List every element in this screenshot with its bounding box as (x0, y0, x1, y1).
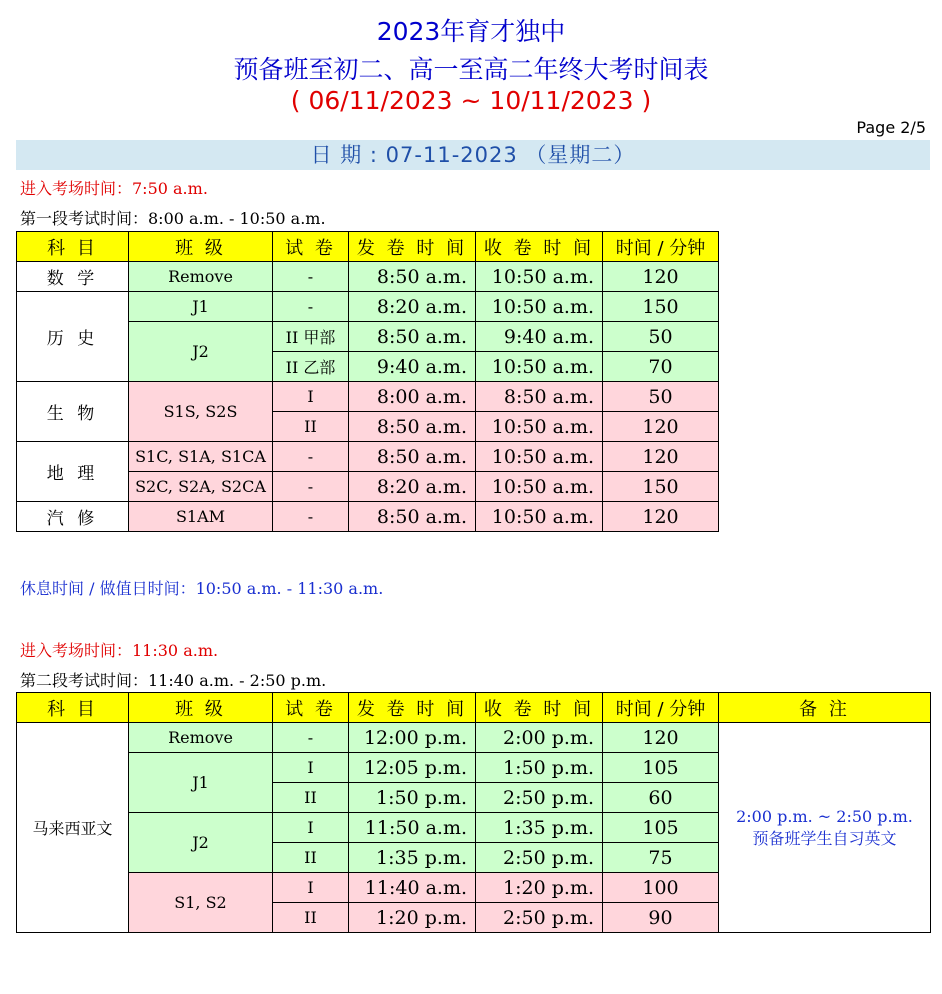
subject-cell: 数 学 (17, 262, 129, 292)
header-start: 发 卷 时 间 (349, 693, 476, 723)
end-cell: 10:50 a.m. (476, 442, 603, 472)
break-time: 休息时间 / 做值日时间：10:50 a.m. - 11:30 a.m. (20, 579, 384, 598)
minutes-cell: 120 (603, 262, 719, 292)
session1-entry: 进入考场时间：7:50 a.m. (20, 179, 208, 198)
class-cell: J2 (129, 813, 273, 873)
schedule-title: 预备班至初二、高一至高二年终大考时间表 (233, 55, 709, 84)
minutes-cell: 120 (603, 723, 719, 753)
end-cell: 10:50 a.m. (476, 472, 603, 502)
paper-cell: II 乙部 (273, 352, 349, 382)
minutes-cell: 75 (603, 843, 719, 873)
class-cell: Remove (129, 262, 273, 292)
session2-entry: 进入考场时间：11:30 a.m. (20, 641, 219, 660)
end-cell: 10:50 a.m. (476, 292, 603, 322)
header-remarks: 备 注 (719, 693, 931, 723)
remarks-cell (719, 723, 931, 933)
minutes-cell: 60 (603, 783, 719, 813)
paper-cell: - (273, 292, 349, 322)
minutes-cell: 120 (603, 442, 719, 472)
start-cell: 1:35 p.m. (349, 843, 476, 873)
table-row (17, 442, 719, 472)
subject-cell: 汽 修 (17, 502, 129, 532)
paper-cell: I (273, 753, 349, 783)
date-bar: 日 期 : 07-11-2023 （星期二） (16, 140, 930, 170)
start-cell: 8:50 a.m. (349, 322, 476, 352)
header-class: 班 级 (129, 232, 273, 262)
header-minutes: 时间 / 分钟 (603, 693, 719, 723)
paper-cell: II (273, 783, 349, 813)
minutes-cell: 50 (603, 382, 719, 412)
class-cell: J2 (129, 322, 273, 382)
minutes-cell: 150 (603, 472, 719, 502)
paper-cell: II (273, 412, 349, 442)
header-start: 发 卷 时 间 (349, 232, 476, 262)
session1-exam-time: 第一段考试时间：8:00 a.m. - 10:50 a.m. (20, 209, 326, 228)
paper-cell: - (273, 442, 349, 472)
minutes-cell: 105 (603, 753, 719, 783)
class-cell: S1AM (129, 502, 273, 532)
end-cell: 8:50 a.m. (476, 382, 603, 412)
start-cell: 11:50 a.m. (349, 813, 476, 843)
end-cell: 10:50 a.m. (476, 502, 603, 532)
class-cell: S1S, S2S (129, 382, 273, 442)
table-row (17, 292, 719, 322)
minutes-cell: 120 (603, 412, 719, 442)
end-cell: 2:50 p.m. (476, 903, 603, 933)
header-end: 收 卷 时 间 (476, 693, 603, 723)
page-number: Page 2/5 (856, 118, 926, 137)
table-header-row (17, 693, 931, 723)
end-cell: 2:00 p.m. (476, 723, 603, 753)
paper-cell: I (273, 873, 349, 903)
start-cell: 1:20 p.m. (349, 903, 476, 933)
start-cell: 9:40 a.m. (349, 352, 476, 382)
end-cell: 10:50 a.m. (476, 412, 603, 442)
table-row (17, 262, 719, 292)
minutes-cell: 105 (603, 813, 719, 843)
class-cell: Remove (129, 723, 273, 753)
class-cell: S1C, S1A, S1CA (129, 442, 273, 472)
header-subject: 科 目 (17, 693, 129, 723)
table-row (17, 723, 931, 753)
class-cell: S2C, S2A, S2CA (129, 472, 273, 502)
end-cell: 2:50 p.m. (476, 783, 603, 813)
minutes-cell: 90 (603, 903, 719, 933)
start-cell: 8:50 a.m. (349, 442, 476, 472)
header-paper: 试 卷 (273, 232, 349, 262)
start-cell: 8:00 a.m. (349, 382, 476, 412)
end-cell: 2:50 p.m. (476, 843, 603, 873)
subject-cell: 地 理 (17, 442, 129, 502)
start-cell: 8:20 a.m. (349, 292, 476, 322)
session1-table (16, 231, 719, 532)
subject-cell: 历 史 (17, 292, 129, 382)
start-cell: 12:05 p.m. (349, 753, 476, 783)
minutes-cell: 70 (603, 352, 719, 382)
remarks-time: 2:00 p.m. ~ 2:50 p.m. (736, 806, 913, 826)
end-cell: 10:50 a.m. (476, 352, 603, 382)
header-minutes: 时间 / 分钟 (603, 232, 719, 262)
start-cell: 1:50 p.m. (349, 783, 476, 813)
class-cell: J1 (129, 292, 273, 322)
table-row (17, 502, 719, 532)
header-end: 收 卷 时 间 (476, 232, 603, 262)
end-cell: 1:35 p.m. (476, 813, 603, 843)
paper-cell: II 甲部 (273, 322, 349, 352)
paper-cell: - (273, 502, 349, 532)
start-cell: 12:00 p.m. (349, 723, 476, 753)
table-row (17, 382, 719, 412)
header-subject: 科 目 (17, 232, 129, 262)
end-cell: 9:40 a.m. (476, 322, 603, 352)
end-cell: 1:20 p.m. (476, 873, 603, 903)
paper-cell: I (273, 382, 349, 412)
end-cell: 10:50 a.m. (476, 262, 603, 292)
subject-cell: 马来西亚文 (17, 723, 129, 933)
start-cell: 8:50 a.m. (349, 412, 476, 442)
minutes-cell: 100 (603, 873, 719, 903)
start-cell: 8:50 a.m. (349, 262, 476, 292)
session2-exam-time: 第二段考试时间：11:40 a.m. - 2:50 p.m. (20, 671, 327, 690)
minutes-cell: 120 (603, 502, 719, 532)
header-class: 班 级 (129, 693, 273, 723)
school-title: 2023年育才独中 (376, 17, 566, 46)
paper-cell: - (273, 472, 349, 502)
minutes-cell: 50 (603, 322, 719, 352)
header-paper: 试 卷 (273, 693, 349, 723)
class-cell: J1 (129, 753, 273, 813)
paper-cell: II (273, 843, 349, 873)
table-header-row (17, 232, 719, 262)
paper-cell: - (273, 262, 349, 292)
class-cell: S1, S2 (129, 873, 273, 933)
start-cell: 8:20 a.m. (349, 472, 476, 502)
paper-cell: I (273, 813, 349, 843)
session2-table (16, 692, 931, 933)
paper-cell: - (273, 723, 349, 753)
start-cell: 11:40 a.m. (349, 873, 476, 903)
remarks-text: 预备班学生自习英文 (752, 828, 897, 848)
date-range: ( 06/11/2023 ~ 10/11/2023 ) (290, 86, 652, 115)
paper-cell: II (273, 903, 349, 933)
minutes-cell: 150 (603, 292, 719, 322)
subject-cell: 生 物 (17, 382, 129, 442)
start-cell: 8:50 a.m. (349, 502, 476, 532)
end-cell: 1:50 p.m. (476, 753, 603, 783)
